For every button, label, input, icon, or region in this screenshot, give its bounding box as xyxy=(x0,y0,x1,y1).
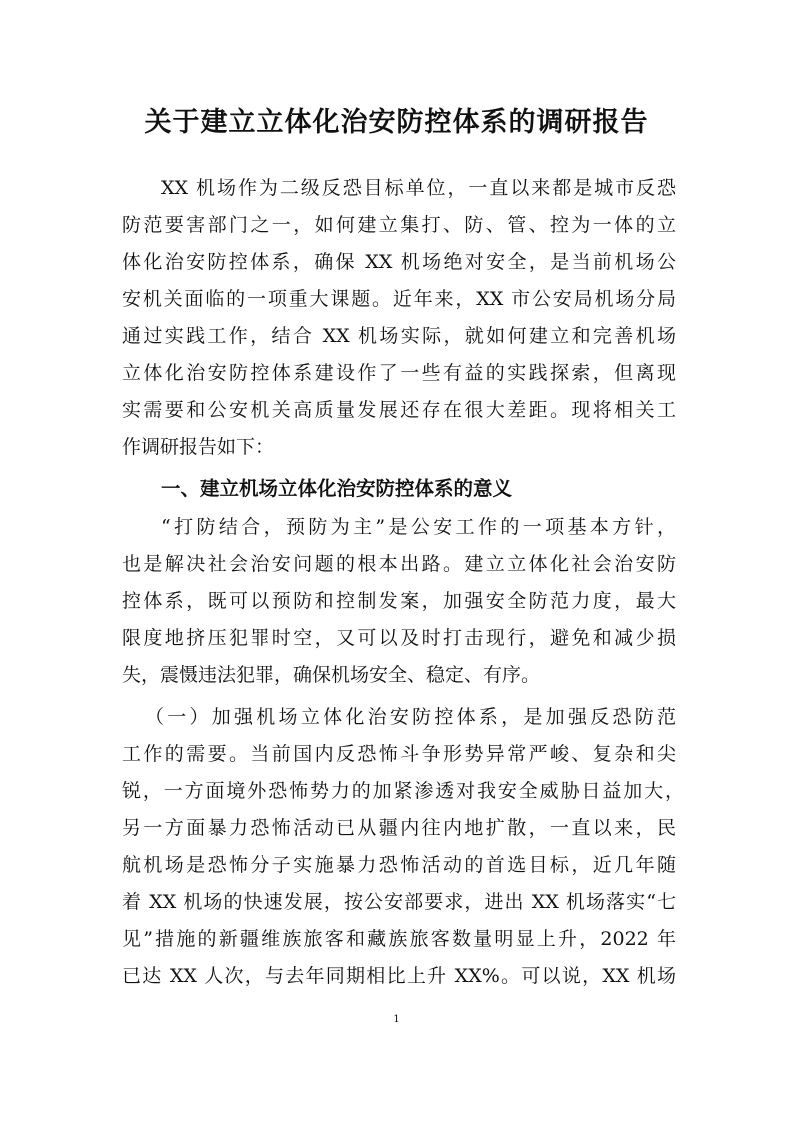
text-line: 见”措施的新疆维族旅客和藏族旅客数量明显上升，2022 年 xyxy=(122,928,676,950)
text-line: 实需要和公安机关高质量发展还存在很大差距。现将相关工 xyxy=(122,399,676,421)
text-line: 也是解决社会治安问题的根本出路。建立立体化社会治安防 xyxy=(122,553,676,575)
text-line: 作调研报告如下： xyxy=(122,436,275,458)
text-line: 另一方面暴力恐怖活动已从疆内往内地扩散，一直以来，民 xyxy=(122,817,676,839)
text-line: （一）加强机场立体化治安防控体系，是加强反恐防范 xyxy=(145,706,676,728)
text-line: 限度地挤压犯罪时空，又可以及时打击现行，避免和减少损 xyxy=(122,627,676,649)
text-line: 着 XX 机场的快速发展，按公安部要求，进出 XX 机场落实“七 xyxy=(122,891,676,913)
text-line: “打防结合，预防为主”是公安工作的一项基本方针， xyxy=(161,516,676,538)
text-line: 控体系，既可以预防和控制发案，加强安全防范力度，最大 xyxy=(122,590,676,612)
text-line: 航机场是恐怖分子实施暴力恐怖活动的首选目标，近几年随 xyxy=(122,854,676,876)
text-line: 已达 XX 人次，与去年同期相比上升 XX%。可以说，XX 机场 xyxy=(122,965,676,987)
page-number: 1 xyxy=(393,1014,400,1025)
text-line: 防范要害部门之一，如何建立集打、防、管、控为一体的立 xyxy=(122,214,676,236)
text-line: 失，震慑违法犯罪，确保机场安全、稳定、有序。 xyxy=(122,664,541,686)
text-line: 工作的需要。当前国内反恐怖斗争形势异常严峻、复杂和尖 xyxy=(122,743,676,765)
text-line: 立体化治安防控体系建设作了一些有益的实践探索，但离现 xyxy=(122,362,676,384)
text-line: 锐，一方面境外恐怖势力的加紧渗透对我安全威胁日益加大， xyxy=(122,780,684,802)
text-line: 通过实践工作，结合 XX 机场实际，就如何建立和完善机场 xyxy=(122,325,676,347)
text-line: 安机关面临的一项重大课题。近年来，XX 市公安局机场分局 xyxy=(122,288,676,310)
section-heading: 一、建立机场立体化治安防控体系的意义 xyxy=(161,477,513,500)
text-line: 体化治安防控体系，确保 XX 机场绝对安全，是当前机场公 xyxy=(122,251,676,273)
document-title: 关于建立立体化治安防控体系的调研报告 xyxy=(144,107,649,138)
text-line: XX 机场作为二级反恐目标单位，一直以来都是城市反恐 xyxy=(161,177,676,199)
